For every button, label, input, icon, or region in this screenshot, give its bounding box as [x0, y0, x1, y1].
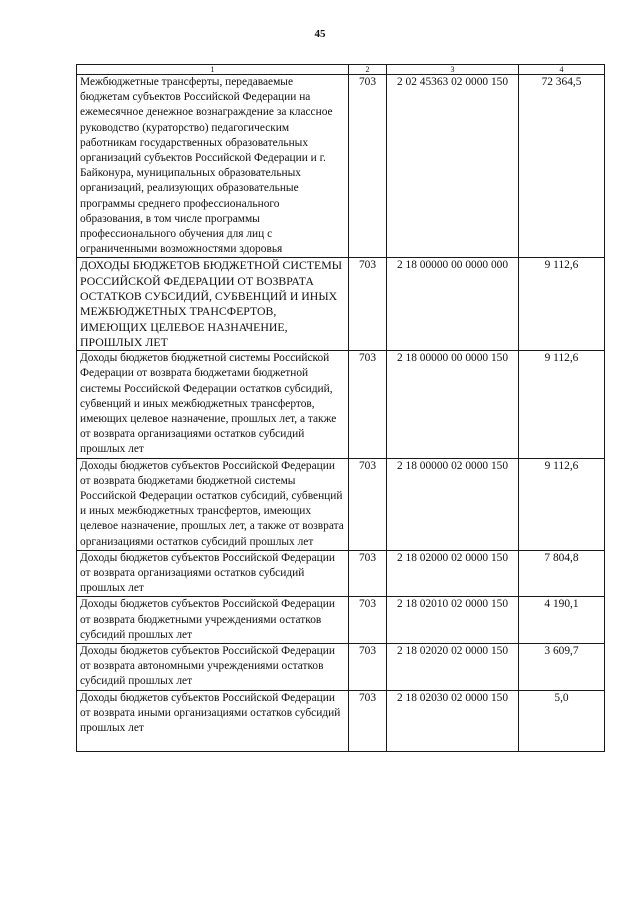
table-row: [77, 690, 605, 751]
row-kbk: 2 18 02000 02 0000 150: [387, 550, 519, 597]
page-number: 45: [314, 28, 326, 40]
row-description: Доходы бюджетов субъектов Российской Федерации от возврата автономными учреждениями остатков субсидий прошлых лет: [77, 644, 349, 691]
row-kbk: 2 02 45363 02 0000 150: [387, 75, 519, 258]
row-admin-code: 703: [349, 258, 387, 351]
row-description: Доходы бюджетов бюджетной системы Российской Федерации от возврата бюджетами бюджетной системы Российской Федерации остатков субсидий, субвенций и иных межбюджетных трансфертов, имеющих целевое назначение, прошлых лет, а также от возврата организациями остатков субсидий прошлых лет: [77, 351, 349, 458]
row-kbk: 2 18 02020 02 0000 150: [387, 644, 519, 691]
row-description: Доходы бюджетов субъектов Российской Федерации от возврата бюджетами бюджетной системы Российской Федерации остатков субсидий, субвенций и иных межбюджетных трансфертов, имеющих целевое назначение, прошлых лет, а также от возврата организациями остатков субсидий прошлых лет: [77, 458, 349, 550]
table-row: [77, 458, 605, 550]
row-amount: 9 112,6: [519, 458, 605, 550]
table-row: [77, 75, 605, 258]
row-amount: 9 112,6: [519, 258, 605, 351]
row-description: ДОХОДЫ БЮДЖЕТОВ БЮДЖЕТНОЙ СИСТЕМЫ РОССИЙСКОЙ ФЕДЕРАЦИИ ОТ ВОЗВРАТА ОСТАТКОВ СУБСИДИЙ, СУБВЕНЦИЙ И ИНЫХ МЕЖБЮДЖЕТНЫХ ТРАНСФЕРТОВ, ИМЕЮЩИХ ЦЕЛЕВОЕ НАЗНАЧЕНИЕ, ПРОШЛЫХ ЛЕТ: [77, 258, 349, 351]
row-amount: 3 609,7: [519, 644, 605, 691]
row-kbk: 2 18 02010 02 0000 150: [387, 597, 519, 644]
table-header: [77, 65, 605, 75]
row-amount: 5,0: [519, 690, 605, 751]
table-body: [77, 75, 605, 752]
header-col-2: 2: [349, 65, 387, 75]
table-row: [77, 351, 605, 458]
row-admin-code: 703: [349, 644, 387, 691]
header-row: [77, 65, 605, 75]
header-col-4: 4: [519, 65, 605, 75]
row-admin-code: 703: [349, 550, 387, 597]
table-row: [77, 597, 605, 644]
row-admin-code: 703: [349, 75, 387, 258]
row-admin-code: 703: [349, 597, 387, 644]
row-kbk: 2 18 00000 00 0000 150: [387, 351, 519, 458]
row-description: Межбюджетные трансферты, передаваемые бюджетам субъектов Российской Федерации на ежемесячное денежное вознаграждение за классное руководство (кураторство) педагогическим работникам государственных образовательных организаций субъектов Российской Федерации и г. Байконура, муниципальных образовательных организаций, реализующих образовательные программы среднего профессионального образования, в том числе программы профессионального обучения для лиц с ограниченными возможностями здоровья: [77, 75, 349, 258]
row-admin-code: 703: [349, 690, 387, 751]
row-kbk: 2 18 02030 02 0000 150: [387, 690, 519, 751]
row-amount: 72 364,5: [519, 75, 605, 258]
row-amount: 9 112,6: [519, 351, 605, 458]
row-kbk: 2 18 00000 00 0000 000: [387, 258, 519, 351]
row-description: Доходы бюджетов субъектов Российской Федерации от возврата организациями остатков субсидий прошлых лет: [77, 550, 349, 597]
row-kbk: 2 18 00000 02 0000 150: [387, 458, 519, 550]
row-amount: 7 804,8: [519, 550, 605, 597]
table-row: [77, 550, 605, 597]
table-row: [77, 258, 605, 351]
row-admin-code: 703: [349, 458, 387, 550]
row-amount: 4 190,1: [519, 597, 605, 644]
row-description: Доходы бюджетов субъектов Российской Федерации от возврата иными организациями остатков субсидий прошлых лет: [77, 690, 349, 751]
row-admin-code: 703: [349, 351, 387, 458]
header-col-3: 3: [387, 65, 519, 75]
header-col-1: 1: [77, 65, 349, 75]
revenue-table: [76, 64, 605, 752]
row-description: Доходы бюджетов субъектов Российской Федерации от возврата бюджетными учреждениями остатков субсидий прошлых лет: [77, 597, 349, 644]
table-row: [77, 644, 605, 691]
